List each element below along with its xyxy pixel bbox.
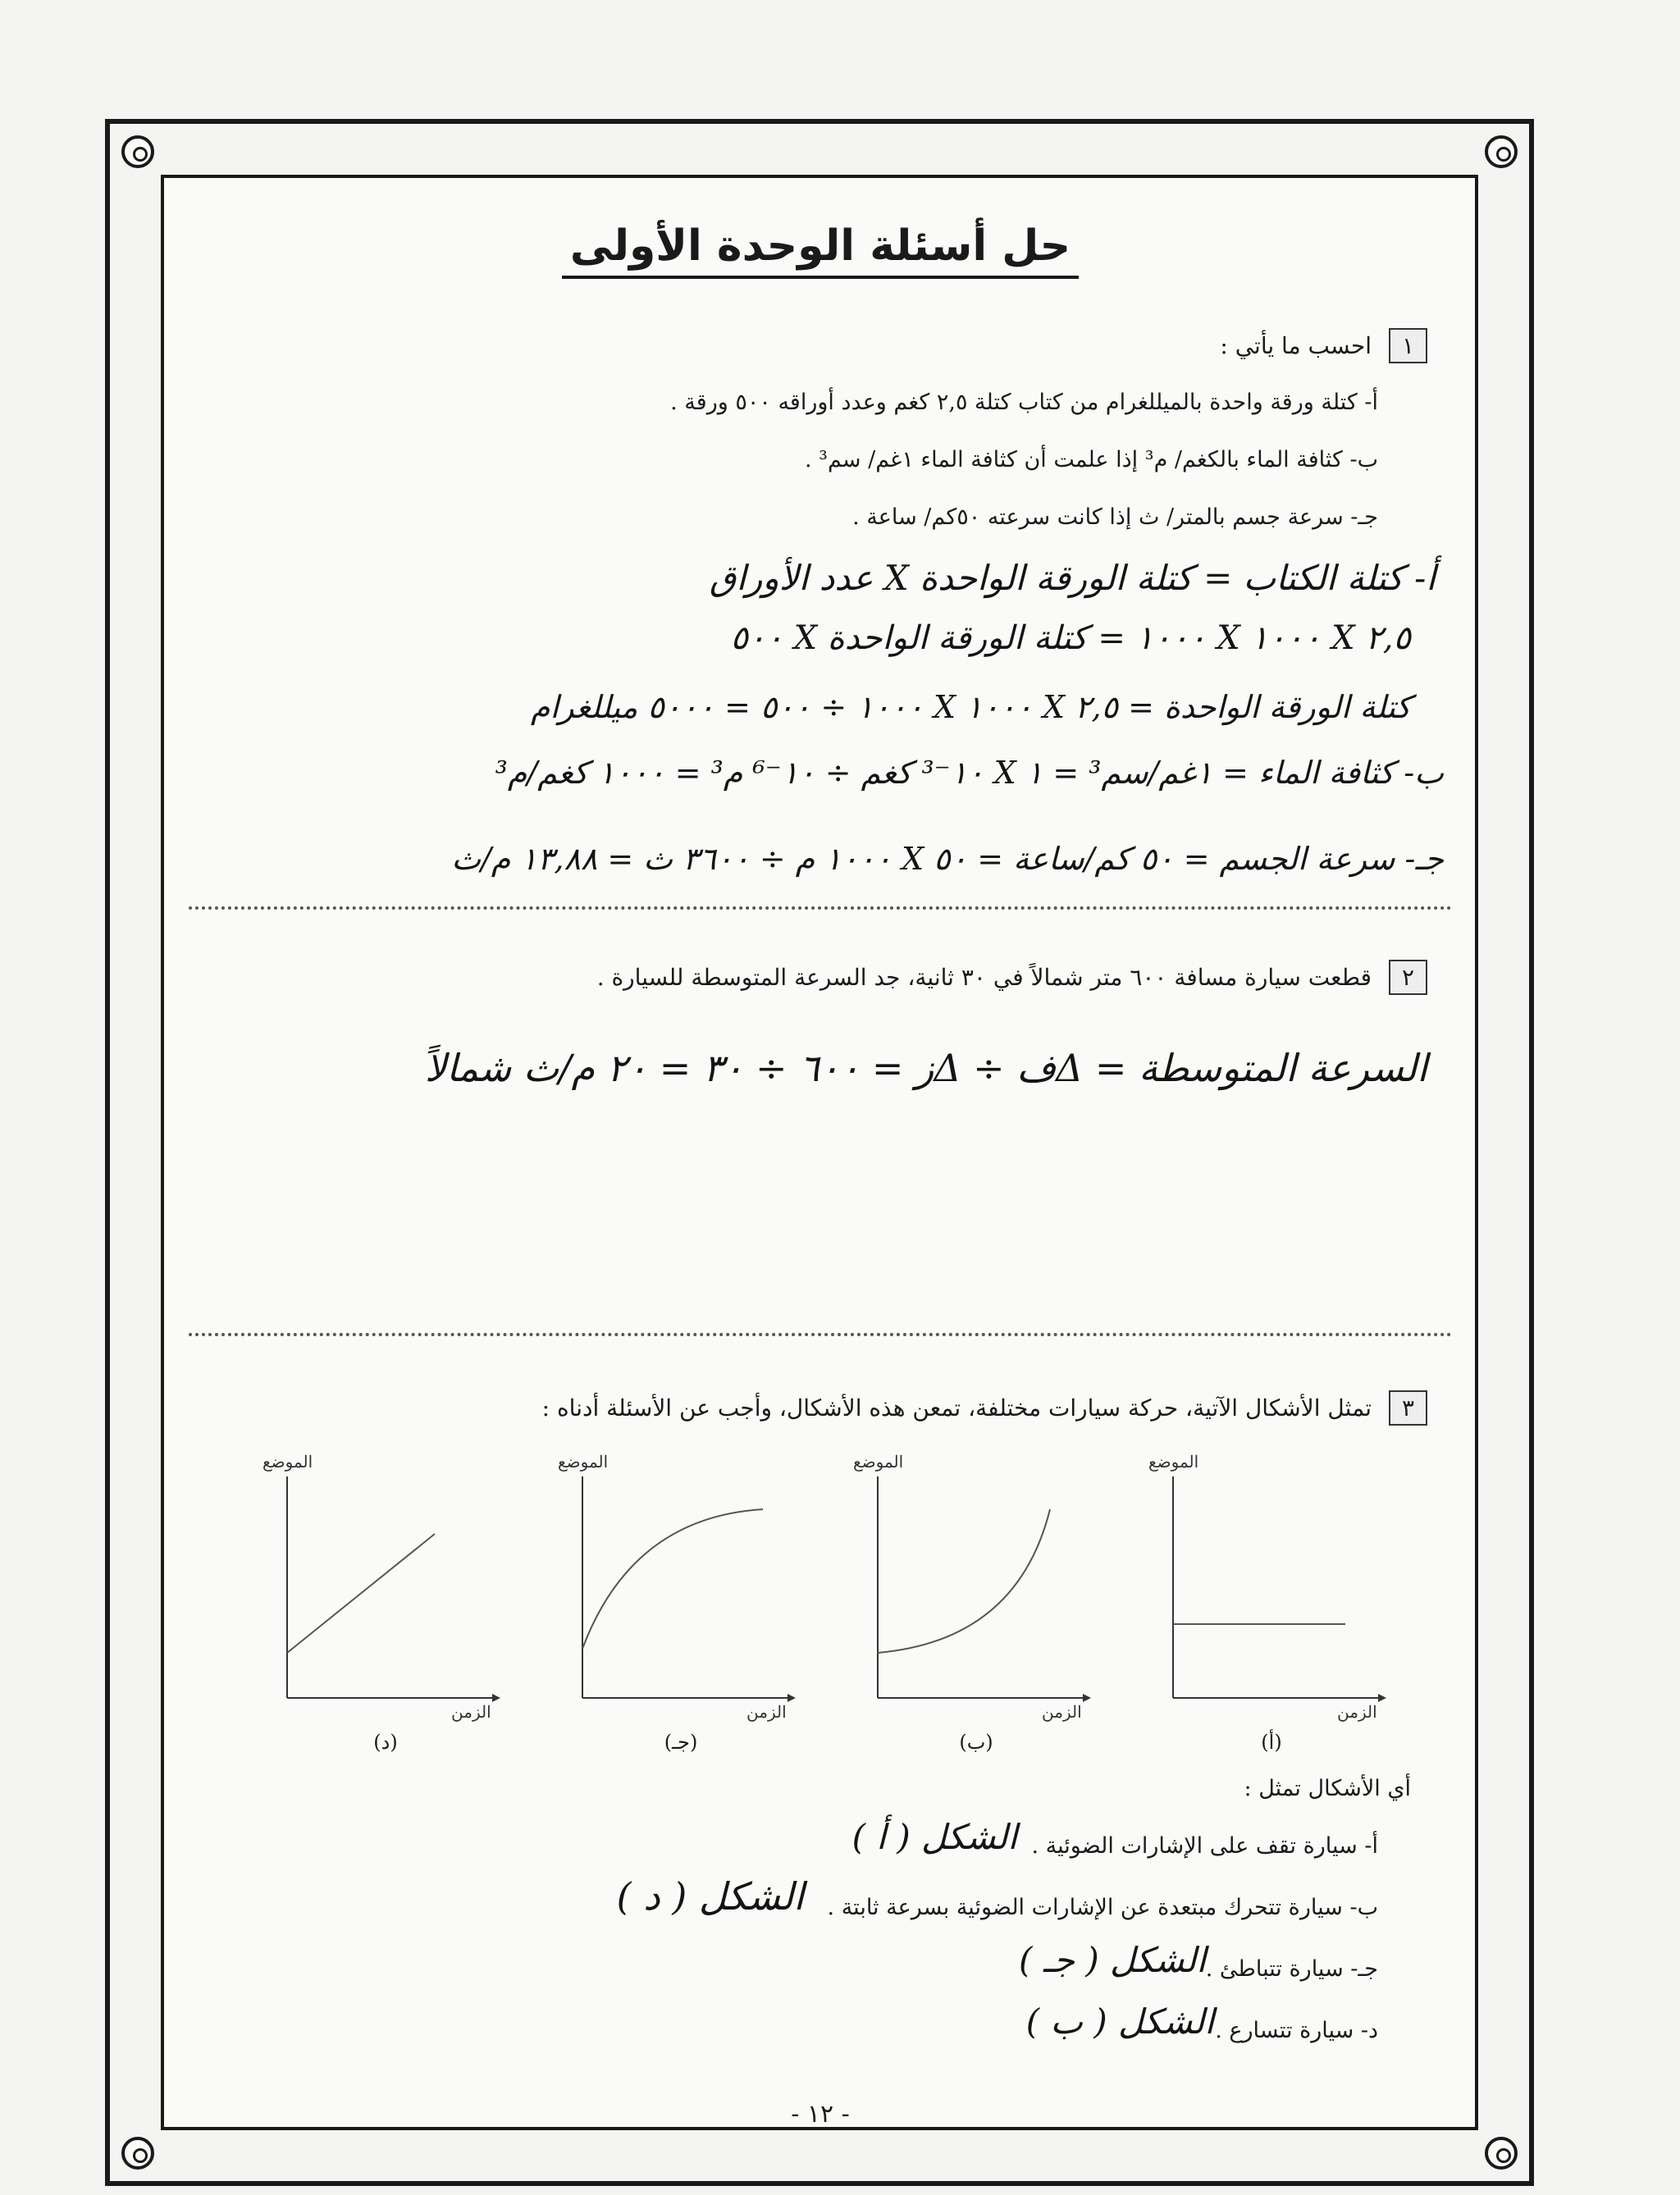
question-part-a: أ- كتلة ورقة واحدة بالميللغرام من كتاب كتلة ٢,٥ كغم وعدد أوراقه ٥٠٠ ورقة . xyxy=(670,390,1378,415)
motion-graphs xyxy=(262,1452,1444,1754)
handwritten-answer: الشكل ( د ) xyxy=(616,1874,804,1919)
handwritten-answer: الشكل ( أ ) xyxy=(851,1817,1017,1857)
section-divider xyxy=(189,906,1452,910)
axis-label-time: الزمن xyxy=(1337,1702,1377,1722)
graph-c xyxy=(558,1452,804,1754)
graph-b xyxy=(853,1452,1099,1754)
question-part-b: ب- سيارة تتحرك مبتعدة عن الإشارات الضوئية بسرعة ثابتة . xyxy=(827,1895,1378,1920)
question-2 xyxy=(597,960,1427,995)
handwritten-answer: الشكل ( جـ ) xyxy=(1018,1940,1206,1980)
axis-label-position: الموضع xyxy=(853,1452,904,1472)
question-prompt: قطعت سيارة مسافة ٦٠٠ متر شمالاً في ٣٠ ثانية، جد السرعة المتوسطة للسيارة . xyxy=(596,964,1372,991)
question-prompt: احسب ما يأتي : xyxy=(1220,332,1372,359)
section-divider xyxy=(189,1333,1452,1336)
figure-label: (جـ) xyxy=(664,1731,698,1754)
handwritten-answer-line: ب- كثافة الماء = ١غم/سم³ = ١ X ١٠⁻³ كغم ÷ ١٠⁻⁶ م³ = ١٠٠٠ كغم/م³ xyxy=(495,755,1444,791)
handwritten-answer-line: السرعة المتوسطة = Δف ÷ Δز = ٦٠٠ ÷ ٣٠ = ٢٠ م/ث شمالاً xyxy=(424,1046,1427,1090)
question-1 xyxy=(1220,328,1427,363)
handwritten-answer: الشكل ( ب ) xyxy=(1025,2001,1214,2042)
axis-label-position: الموضع xyxy=(262,1452,313,1472)
question-part-a: أ- سيارة تقف على الإشارات الضوئية . xyxy=(1031,1833,1378,1859)
page-title: حل أسئلة الوحدة الأولى xyxy=(180,221,1460,271)
question-number: ١ xyxy=(1389,328,1427,363)
handwritten-answer-line: جـ- سرعة الجسم = ٥٠ كم/ساعة = ٥٠ X ١٠٠٠ م ÷ ٣٦٠٠ ث = ١٣,٨٨ م/ث xyxy=(451,841,1444,877)
figure-label: (أ) xyxy=(1261,1731,1282,1754)
question-prompt: أي الأشكال تمثل : xyxy=(1244,1776,1411,1801)
corner-ornament-icon xyxy=(1485,135,1518,168)
question-part-d: د- سيارة تتسارع . xyxy=(1215,2018,1378,2043)
axis-label-position: الموضع xyxy=(1148,1452,1199,1472)
corner-ornament-icon xyxy=(121,2137,154,2170)
question-3 xyxy=(542,1390,1427,1426)
question-part-c: جـ- سرعة جسم بالمتر/ ث إذا كانت سرعته ٥٠كم/ ساعة . xyxy=(852,504,1378,530)
handwritten-answer-line: كتلة الورقة الواحدة = ٢,٥ X ١٠٠٠ X ١٠٠٠ ÷ ٥٠٠ = ٥٠٠٠ ميللغرام xyxy=(530,689,1411,725)
question-prompt: تمثل الأشكال الآتية، حركة سيارات مختلفة، تمعن هذه الأشكال، وأجب عن الأسئلة أدناه : xyxy=(541,1394,1372,1422)
axis-label-time: الزمن xyxy=(1042,1702,1082,1722)
question-part-c: جـ- سيارة تتباطئ . xyxy=(1205,1956,1378,1982)
axis-label-time: الزمن xyxy=(451,1702,491,1722)
figure-label: (ب) xyxy=(959,1731,993,1754)
corner-ornament-icon xyxy=(1485,2137,1518,2170)
figure-label: (د) xyxy=(373,1731,398,1754)
corner-ornament-icon xyxy=(121,135,154,168)
question-number: ٣ xyxy=(1389,1390,1427,1426)
question-number: ٢ xyxy=(1389,960,1427,995)
axis-label-position: الموضع xyxy=(558,1452,609,1472)
graph-d xyxy=(262,1452,509,1754)
axis-label-time: الزمن xyxy=(746,1702,787,1722)
graph-a xyxy=(1148,1452,1395,1754)
handwritten-answer-line: ٢,٥ X ١٠٠٠ X ١٠٠٠ = كتلة الورقة الواحدة X ٥٠٠ xyxy=(730,619,1411,657)
handwritten-answer-line: أ- كتلة الكتاب = كتلة الورقة الواحدة X عدد الأوراق xyxy=(709,558,1436,598)
page-number: - ١٢ - xyxy=(791,2100,850,2129)
question-part-b: ب- كثافة الماء بالكغم/ م³ إذا علمت أن كثافة الماء ١غم/ سم³ . xyxy=(804,447,1378,472)
